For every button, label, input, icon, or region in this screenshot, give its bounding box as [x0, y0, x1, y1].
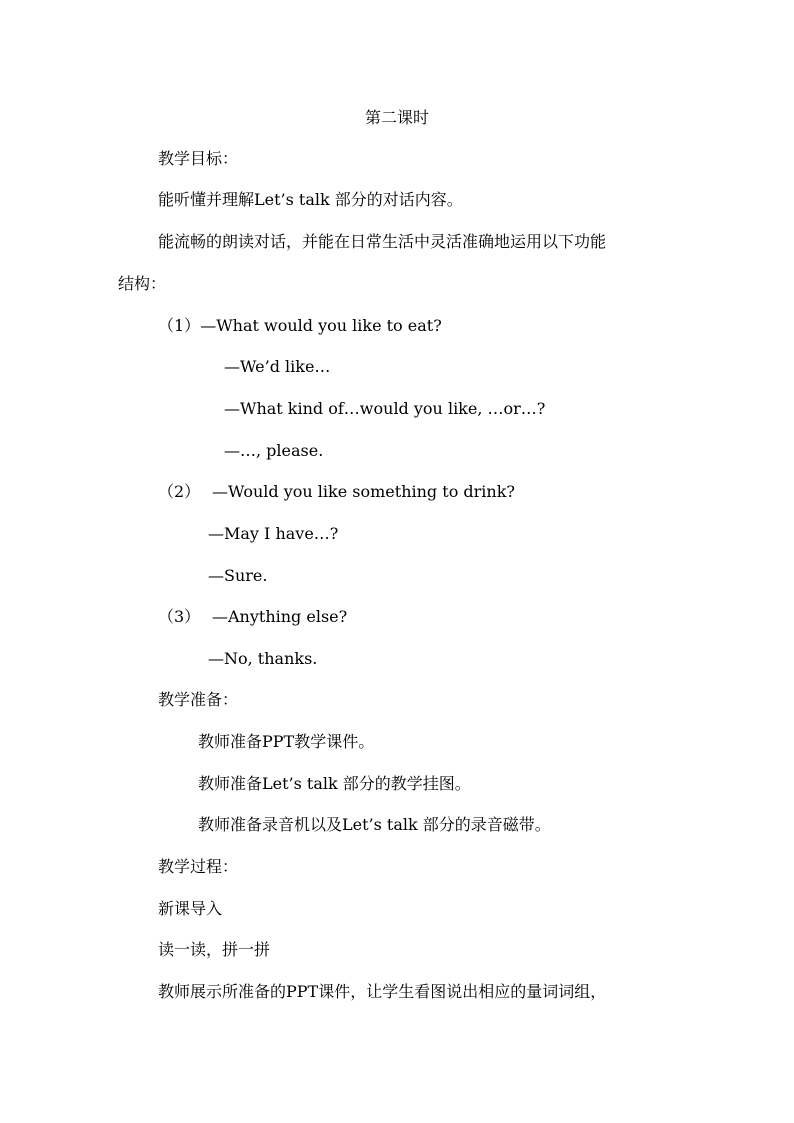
structure-1-line-4: —…, please.	[224, 441, 324, 460]
objectives-heading: 教学目标：	[158, 149, 239, 168]
activity-text: 教师展示所准备的PPT课件，让学生看图说出相应的量词词组，	[158, 982, 607, 1001]
preparation-item-2: 教师准备Let’s talk 部分的教学挂图。	[198, 774, 471, 793]
structure-1-marker: （1）	[158, 316, 201, 335]
structure-2-line-3: —Sure.	[208, 566, 268, 585]
structure-1-line-1: —What would you like to eat?	[200, 316, 442, 335]
structure-2-line-2: —May I have…?	[208, 524, 339, 543]
preparation-item-1: 教师准备PPT教学课件。	[198, 732, 375, 751]
structure-3-line-1: —Anything else?	[212, 607, 348, 626]
structure-3-line-2: —No, thanks.	[208, 649, 318, 668]
structure-3-marker: （3）	[158, 607, 201, 626]
preparation-item-3: 教师准备录音机以及Let’s talk 部分的录音磁带。	[198, 815, 551, 834]
structure-2-marker: （2）	[158, 482, 201, 501]
structure-1-line-2: —We’d like…	[224, 357, 331, 376]
structure-1-line-3: —What kind of…would you like, …or…?	[224, 399, 546, 418]
objective-1: 能听懂并理解Let’s talk 部分的对话内容。	[158, 190, 463, 209]
structure-2-line-1: —Would you like something to drink?	[212, 482, 515, 501]
activity-title: 读一读，拼一拼	[158, 940, 271, 959]
lesson-title: 第二课时	[364, 108, 429, 127]
objective-2-line-2: 结构：	[118, 274, 167, 293]
structure-1-first-line	[158, 316, 442, 336]
process-step: 新课导入	[158, 899, 223, 918]
process-heading: 教学过程：	[158, 857, 239, 876]
objective-2-line-1: 能流畅的朗读对话，并能在日常生活中灵活准确地运用以下功能	[158, 232, 607, 251]
preparation-heading: 教学准备：	[158, 690, 239, 709]
